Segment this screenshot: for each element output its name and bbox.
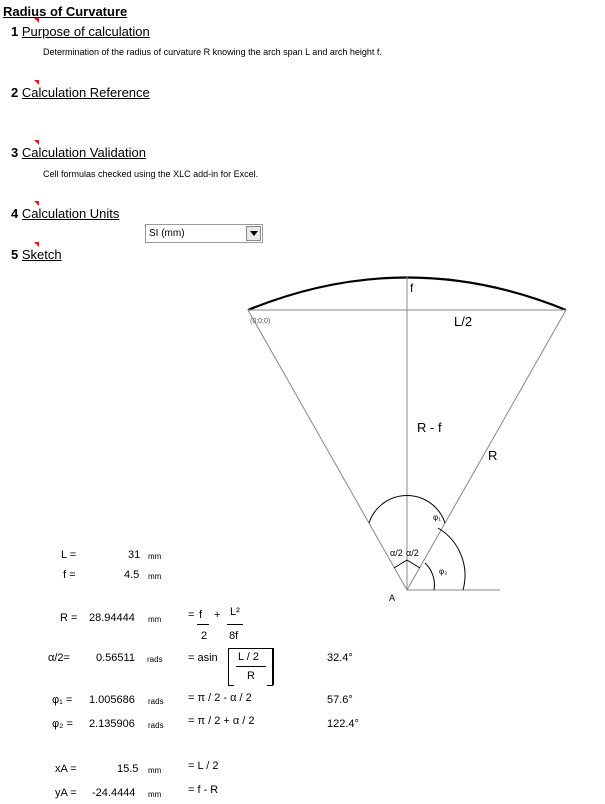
result-xa-unit: mm xyxy=(148,766,162,775)
result-alpha-unit: rads xyxy=(147,655,163,664)
label-phi1: φ₁ xyxy=(433,513,441,522)
purpose-text: Determination of the radius of curvature R knowing the arch span L and arch height f. xyxy=(43,47,382,57)
formula-phi2: = π / 2 + α / 2 xyxy=(188,715,255,727)
bracket-left xyxy=(228,648,234,686)
result-r-label: R = xyxy=(60,612,78,624)
result-ya-unit: mm xyxy=(148,790,162,799)
input-f-unit: mm xyxy=(148,572,162,581)
result-phi1-unit: rads xyxy=(148,697,164,706)
label-alpha-right: α/2 xyxy=(406,548,419,558)
section-number: 3 xyxy=(11,145,19,160)
input-f-value[interactable]: 4.5 xyxy=(124,569,140,581)
result-phi1-label: φ₁ = xyxy=(52,694,73,706)
formula-r-f: f xyxy=(199,609,203,621)
validation-text: Cell formulas checked using the XLC add-in for Excel. xyxy=(43,169,259,179)
label-r: R xyxy=(488,448,498,463)
fraction-bar xyxy=(236,666,266,667)
section-number: 1 xyxy=(11,24,19,39)
result-alpha-deg: 32.4° xyxy=(327,652,353,664)
input-l-label: L = xyxy=(61,549,77,561)
formula-ya: = f - R xyxy=(188,784,219,796)
label-phi2: φ₂ xyxy=(439,567,448,576)
angle-tick-left xyxy=(394,560,407,568)
fraction-bar xyxy=(227,624,243,625)
input-l-unit: mm xyxy=(148,552,162,561)
result-phi2-unit: rads xyxy=(148,721,164,730)
formula-xa: = L / 2 xyxy=(188,760,219,772)
phi2-arc xyxy=(438,528,465,590)
formula-r-den2: 8f xyxy=(229,630,239,642)
units-selected-value: SI (mm) xyxy=(149,228,185,239)
result-xa-label: xA = xyxy=(55,763,77,775)
formula-r-den1: 2 xyxy=(201,630,208,642)
input-l-value[interactable]: 31 xyxy=(128,549,141,561)
formula-r-l2: L² xyxy=(230,606,240,618)
result-xa-value: 15.5 xyxy=(117,763,139,775)
result-phi2-value: 2.135906 xyxy=(89,718,135,730)
result-alpha-value: 0.56511 xyxy=(96,652,135,664)
label-point-a: A xyxy=(389,593,396,603)
section-label: Sketch xyxy=(21,247,62,262)
section-number: 2 xyxy=(11,85,19,100)
label-alpha-left: α/2 xyxy=(390,548,403,558)
formula-alpha-den: R xyxy=(247,670,255,682)
formula-r-plus: + xyxy=(214,609,221,621)
result-phi2-deg: 122.4° xyxy=(327,718,359,730)
phi1-arc xyxy=(425,563,434,590)
result-ya-value: -24.4444 xyxy=(92,787,136,799)
result-phi2-label: φ₂ = xyxy=(52,718,73,730)
result-r-unit: mm xyxy=(148,615,162,624)
fraction-bar xyxy=(197,624,209,625)
section-label: Purpose of calculation xyxy=(21,24,150,39)
input-f-label: f = xyxy=(63,569,76,581)
result-ya-label: yA = xyxy=(55,787,77,799)
section-number: 4 xyxy=(11,206,19,221)
sheet-title: Radius of Curvature xyxy=(3,4,128,19)
formula-alpha-num: L / 2 xyxy=(238,651,259,663)
section-label: Calculation Validation xyxy=(21,145,146,160)
angle-tick-right xyxy=(407,560,420,568)
radius-left-line xyxy=(248,310,407,590)
formula-r-eq: = xyxy=(188,609,195,621)
origin-label: (0;0;0) xyxy=(250,318,271,325)
label-r-minus-f: R - f xyxy=(417,420,442,435)
result-r-value: 28.94444 xyxy=(89,612,135,624)
formula-phi1: = π / 2 - α / 2 xyxy=(188,692,252,704)
label-half-span: L/2 xyxy=(454,314,473,329)
result-phi1-value: 1.005686 xyxy=(89,694,135,706)
formula-alpha-eq: = asin xyxy=(188,652,218,664)
radius-right-line xyxy=(407,310,566,590)
bracket-right xyxy=(267,648,273,686)
result-alpha-label: α/2= xyxy=(48,652,70,664)
result-phi1-deg: 57.6° xyxy=(327,694,353,706)
label-f: f xyxy=(410,281,414,295)
section-number: 5 xyxy=(11,247,19,262)
section-label: Calculation Units xyxy=(21,206,120,221)
section-label: Calculation Reference xyxy=(21,85,150,100)
